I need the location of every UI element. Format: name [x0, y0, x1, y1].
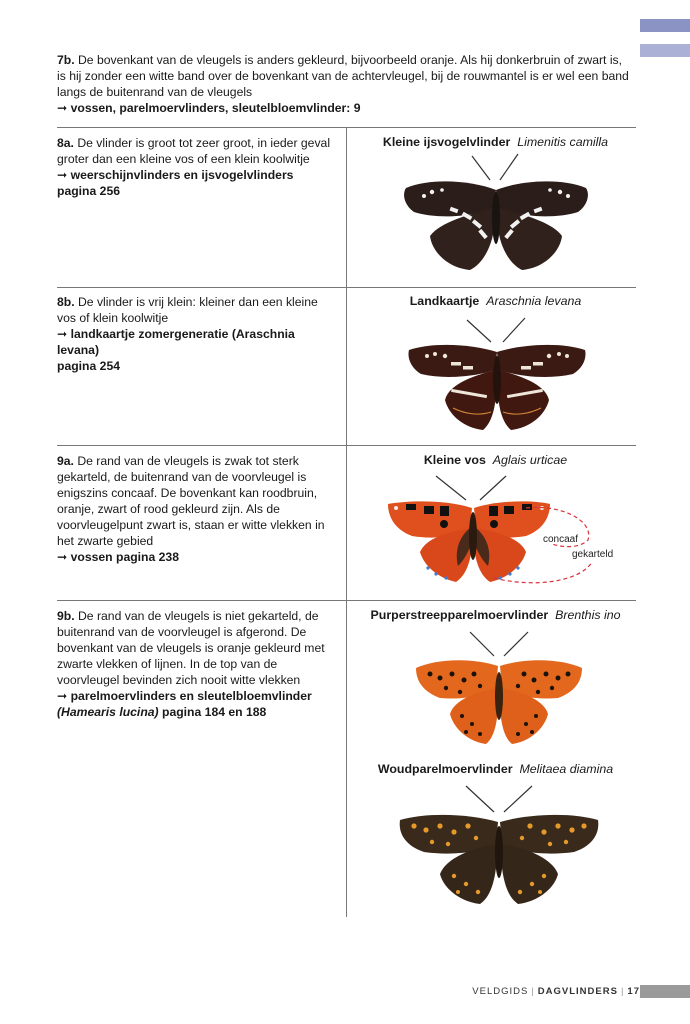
species-label: [355, 762, 636, 776]
step-result-latin: (Hamearis lucina): [57, 705, 159, 719]
step-text: De vlinder is vrij klein: kleiner dan een kleine vos of klein koolwitje: [57, 295, 318, 325]
annotation-concave: concaaf: [543, 534, 579, 545]
common-name: Landkaartje: [409, 294, 480, 308]
species-label: [355, 608, 636, 622]
arrow-icon: ➞: [57, 550, 68, 564]
key-step-7b: [57, 52, 629, 116]
step-result: weerschijnvlinders en ijsvogelvlinders: [70, 168, 294, 182]
key-step-9b: [57, 608, 339, 720]
step-text: De rand van de vleugels is zwak tot sterk gekarteld, de buitenrand van de voorvleugel is enigszins concaaf. De bovenkant kan roodbruin, oranje, zwart of rood gekleurd zijn. Als de voorvleugelpunt zwart is, staan er witte vlekken in het zwarte gebied: [57, 454, 325, 548]
step-page: pagina 256: [57, 184, 120, 198]
section-tab-bottom: [640, 44, 690, 57]
step-result: vossen, parelmoervlinders, sleutelbloemvlinder: 9: [70, 101, 361, 115]
footer-separator: |: [531, 986, 535, 997]
butterfly-aglais-urticae-image: [384, 470, 594, 590]
butterfly-brenthis-ino-image: [410, 626, 588, 748]
step-text: De bovenkant van de vleugels is anders gekleurd, bijvoorbeeld oranje. Als hij donkerbruin of zwart is, is hij zonder een witte band over de bovenkant van de achtervleugel, bij de rouwmantel is er wel een band langs de buitenrand van de vleugels: [57, 53, 629, 99]
annotation-jagged: gekarteld: [572, 549, 614, 560]
step-text: De rand van de vleugels is niet gekarteld, de buitenrand van de voorvleugel is afgerond. De bovenkant van de vleugels is oranje gekleurd met zwarte vlekken of lijnen. In de top van de voorvleugel bevinden zich nooit witte vlekken: [57, 609, 325, 687]
step-code: 8a.: [57, 136, 74, 150]
common-name: Purperstreepparelmoervlinder: [370, 608, 549, 622]
step-code: 9a.: [57, 454, 74, 468]
key-step-8b: [57, 294, 339, 374]
butterfly-araschnia-levana-image: [405, 312, 589, 437]
footer-separator: |: [620, 986, 625, 997]
common-name: Kleine vos: [423, 453, 486, 467]
species-label: [355, 294, 636, 308]
key-step-9a: [57, 453, 339, 565]
arrow-icon: ➞: [57, 168, 68, 182]
butterfly-limenitis-camilla-image: [400, 150, 592, 275]
step-code: 7b.: [57, 53, 75, 67]
key-step-8a: [57, 135, 339, 199]
step-code: 8b.: [57, 295, 75, 309]
common-name: Woudparelmoervlinder: [377, 762, 513, 776]
latin-name: Araschnia levana: [486, 294, 582, 308]
butterfly-melitaea-diamina-image: [396, 780, 602, 908]
species-label: [355, 453, 636, 467]
footer-bar: [640, 985, 690, 998]
species-label: [355, 135, 636, 149]
step-code: 9b.: [57, 609, 75, 623]
common-name: Kleine ijsvogelvlinder: [382, 135, 511, 149]
latin-name: Limenitis camilla: [517, 135, 609, 149]
step-page: pagina 254: [57, 359, 120, 373]
page-number: 17: [627, 986, 640, 997]
arrow-icon: ➞: [57, 101, 68, 115]
column-divider: [346, 127, 347, 917]
step-result: landkaartje zomergeneratie (Araschnia levana): [57, 327, 295, 357]
latin-name: Brenthis ino: [555, 608, 621, 622]
arrow-icon: ➞: [57, 689, 68, 703]
section-tab-top: [640, 19, 690, 32]
arrow-icon: ➞: [57, 327, 68, 341]
step-result: parelmoervlinders en sleutelbloemvlinder: [70, 689, 312, 703]
latin-name: Melitaea diamina: [519, 762, 614, 776]
step-text: De vlinder is groot tot zeer groot, in ieder geval groter dan een kleine vos of een klein koolwitje: [57, 136, 331, 166]
step-result: vossen pagina 238: [70, 550, 179, 564]
latin-name: Aglais urticae: [492, 453, 568, 467]
page-footer: [472, 986, 640, 997]
footer-section: DAGVLINDERS: [537, 986, 618, 997]
step-page: pagina 184 en 188: [162, 705, 267, 719]
footer-guide: VELDGIDS: [472, 986, 529, 997]
